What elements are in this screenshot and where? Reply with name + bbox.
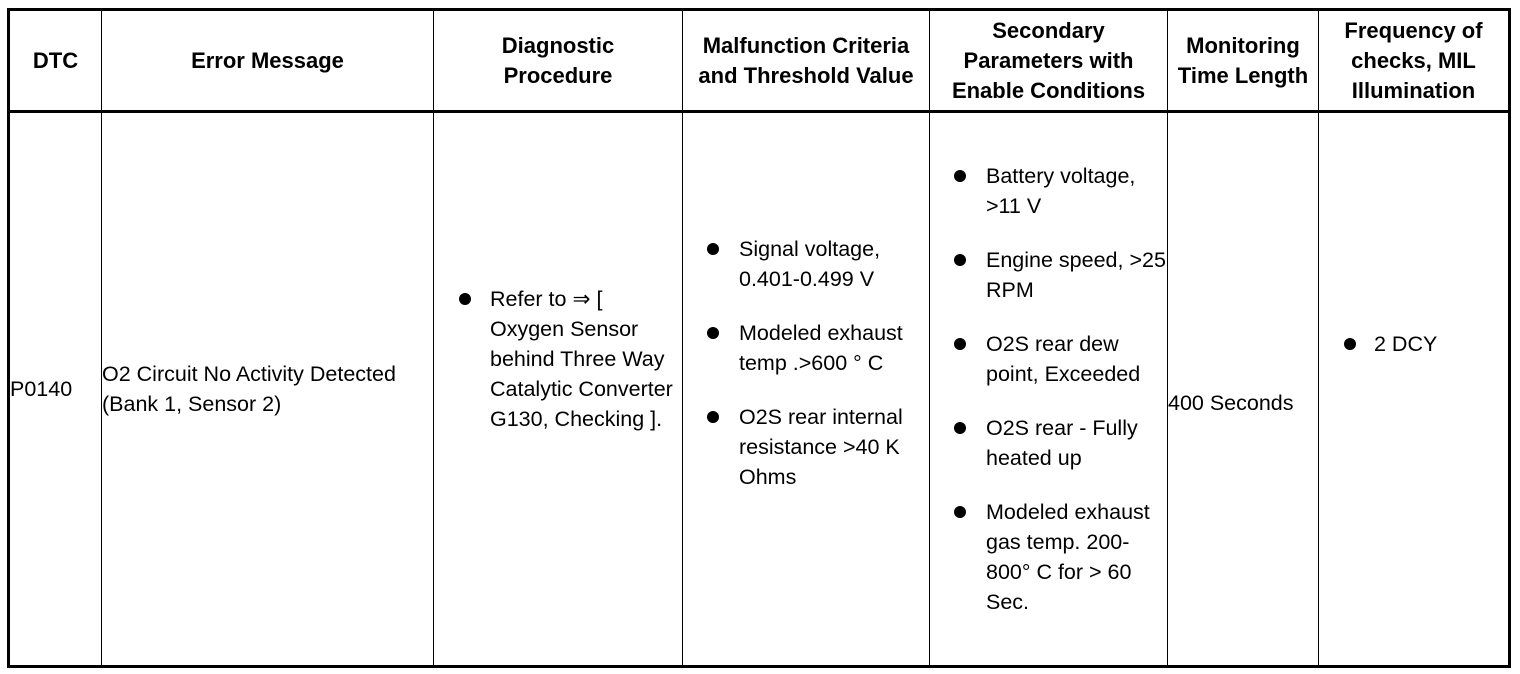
criteria-text: Signal voltage, 0.401-0.499 V bbox=[739, 237, 881, 291]
criteria-text: O2S rear internal resistance >40 K Ohms bbox=[739, 405, 903, 489]
header-frequency-mil: Frequency of checks, MIL Illumination bbox=[1319, 10, 1510, 112]
error-message-text: O2 Circuit No Activity Detected (Bank 1, Sensor 2) bbox=[102, 362, 396, 416]
list-item bbox=[1319, 329, 1508, 359]
parameter-text: Engine speed, >25 RPM bbox=[986, 248, 1166, 302]
bullet-icon bbox=[707, 327, 719, 339]
header-row bbox=[9, 10, 1510, 112]
list-item bbox=[930, 497, 1167, 617]
bullet-icon bbox=[954, 338, 966, 350]
list-item bbox=[930, 329, 1167, 389]
header-secondary-parameters: Secondary Parameters with Enable Conditions bbox=[930, 10, 1168, 112]
cell-monitoring-time bbox=[1168, 112, 1319, 667]
cell-frequency-mil bbox=[1319, 112, 1510, 667]
header-dtc: DTC bbox=[9, 10, 102, 112]
criteria-text: Modeled exhaust temp .>600 ° C bbox=[739, 321, 903, 375]
list-item bbox=[683, 234, 929, 294]
list-item bbox=[930, 413, 1167, 473]
list-item bbox=[683, 402, 929, 492]
frequency-text: 2 DCY bbox=[1374, 332, 1438, 356]
bullet-icon bbox=[954, 422, 966, 434]
header-malfunction-criteria: Malfunction Criteria and Threshold Value bbox=[683, 10, 930, 112]
cell-secondary-parameters bbox=[930, 112, 1168, 667]
cell-dtc-code bbox=[9, 112, 102, 667]
parameter-text: O2S rear dew point, Exceeded bbox=[986, 332, 1141, 386]
bullet-icon bbox=[459, 293, 471, 305]
bullet-icon bbox=[1344, 338, 1356, 350]
list-item bbox=[434, 284, 682, 434]
parameter-text: Battery voltage, >11 V bbox=[986, 164, 1136, 218]
secondary-parameters-list bbox=[930, 161, 1167, 617]
list-item bbox=[930, 161, 1167, 221]
procedure-text: Refer to ⇒ [ Oxygen Sensor behind Three Way Catalytic Converter G130, Checking ]. bbox=[490, 287, 673, 431]
header-error-message: Error Message bbox=[102, 10, 434, 112]
dtc-table bbox=[7, 8, 1511, 668]
cell-malfunction-criteria bbox=[683, 112, 930, 667]
bullet-icon bbox=[954, 254, 966, 266]
parameter-text: O2S rear - Fully heated up bbox=[986, 416, 1138, 470]
cell-diagnostic-procedure bbox=[434, 112, 683, 667]
parameter-text: Modeled exhaust gas temp. 200-800° C for > 60 Sec. bbox=[986, 500, 1150, 614]
bullet-icon bbox=[707, 243, 719, 255]
dtc-code: P0140 bbox=[10, 377, 73, 401]
monitoring-time-text: 400 Seconds bbox=[1168, 391, 1294, 415]
bullet-icon bbox=[707, 411, 719, 423]
cell-error-message bbox=[102, 112, 434, 667]
procedure-list bbox=[434, 284, 682, 434]
frequency-list bbox=[1319, 329, 1508, 359]
list-item bbox=[930, 245, 1167, 305]
table-body bbox=[9, 112, 1510, 667]
table-header bbox=[9, 10, 1510, 112]
bullet-icon bbox=[954, 170, 966, 182]
list-item bbox=[683, 318, 929, 378]
header-diagnostic-procedure: Diagnostic Procedure bbox=[434, 10, 683, 112]
table-row bbox=[9, 112, 1510, 667]
bullet-icon bbox=[954, 506, 966, 518]
header-monitoring-time: Monitoring Time Length bbox=[1168, 10, 1319, 112]
criteria-list bbox=[683, 234, 929, 492]
